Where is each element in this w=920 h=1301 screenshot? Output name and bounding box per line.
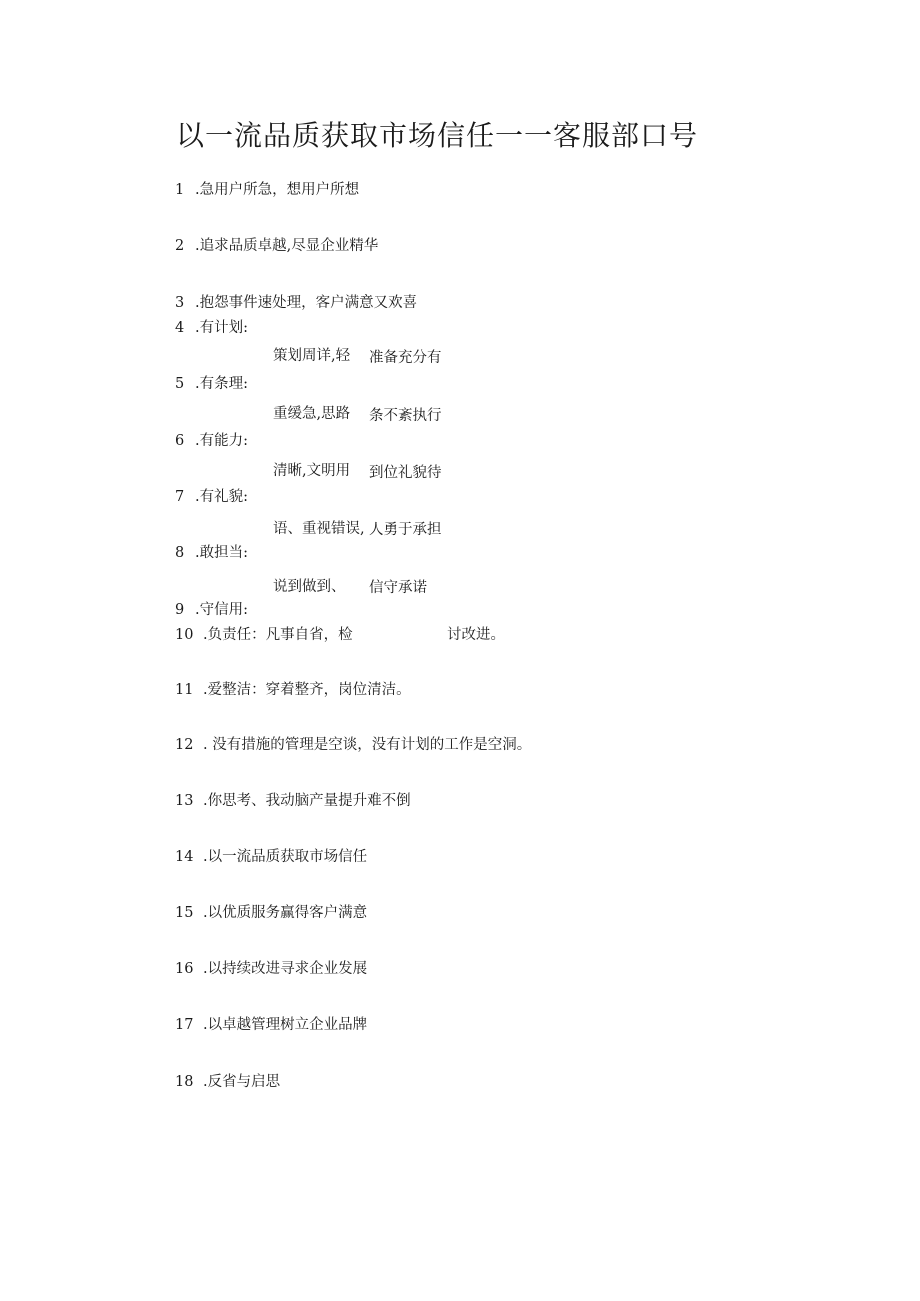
item-text: .守信用:	[195, 602, 248, 618]
item-text: .以一流品质获取市场信任	[203, 849, 368, 865]
subline-right: 到位礼貌待	[369, 465, 442, 481]
item-text: .有能力:	[195, 433, 248, 449]
item-number: 17	[175, 1017, 194, 1033]
item-text: .有条理:	[195, 376, 248, 392]
subline-right: 人勇于承担	[369, 522, 442, 538]
item-text: .追求品质卓越,尽显企业精华	[195, 238, 379, 254]
item-number: 11	[175, 682, 194, 698]
item-number: 5	[175, 376, 185, 392]
item-text: .以卓越管理树立企业品牌	[203, 1017, 368, 1033]
item-number: 7	[175, 489, 185, 505]
item-number: 8	[175, 545, 185, 561]
item-number: 1	[175, 182, 185, 198]
item-number: 6	[175, 433, 185, 449]
item-text: .以持续改进寻求企业发展	[203, 961, 368, 977]
item-number: 2	[175, 238, 185, 254]
item-number: 13	[175, 793, 194, 809]
item-text: . 没有措施的管理是空谈，没有计划的工作是空洞。	[203, 737, 532, 753]
subline-left: 清晰,文明用	[273, 463, 351, 479]
item-number: 14	[175, 849, 194, 865]
subline-left: 重缓急,思路	[273, 406, 351, 422]
item-number: 15	[175, 905, 194, 921]
item-text-continued: 讨改进。	[447, 627, 505, 643]
item-text: .爱整洁：穿着整齐，岗位清洁。	[203, 682, 411, 698]
item-number: 9	[175, 602, 185, 618]
subline-right: 信守承诺	[369, 580, 427, 596]
item-text: .你思考、我动脑产量提升难不倒	[203, 793, 411, 809]
item-number: 10	[175, 627, 194, 643]
item-text: .反省与启思	[203, 1074, 281, 1090]
item-number: 3	[175, 295, 185, 311]
item-text: .有计划:	[195, 320, 248, 336]
item-text: .敢担当:	[195, 545, 248, 561]
document-title: 以一流品质获取市场信任一一客服部口号	[176, 119, 699, 152]
item-text: .急用户所急，想用户所想	[195, 182, 360, 198]
subline-right: 条不紊执行	[369, 408, 442, 424]
subline-right: 准备充分有	[369, 350, 442, 366]
item-text: .有礼貌:	[195, 489, 248, 505]
subline-left: 说到做到、	[273, 579, 346, 595]
item-text: .负责任：凡事自省，检	[203, 627, 353, 643]
item-number: 16	[175, 961, 194, 977]
item-number: 4	[175, 320, 185, 336]
subline-left: 语、重视错误,	[273, 521, 365, 537]
subline-left: 策划周详,轻	[273, 348, 351, 364]
item-number: 18	[175, 1074, 194, 1090]
item-number: 12	[175, 737, 194, 753]
item-text: .抱怨事件速处理，客户满意又欢喜	[195, 295, 418, 311]
item-text: .以优质服务赢得客户满意	[203, 905, 368, 921]
